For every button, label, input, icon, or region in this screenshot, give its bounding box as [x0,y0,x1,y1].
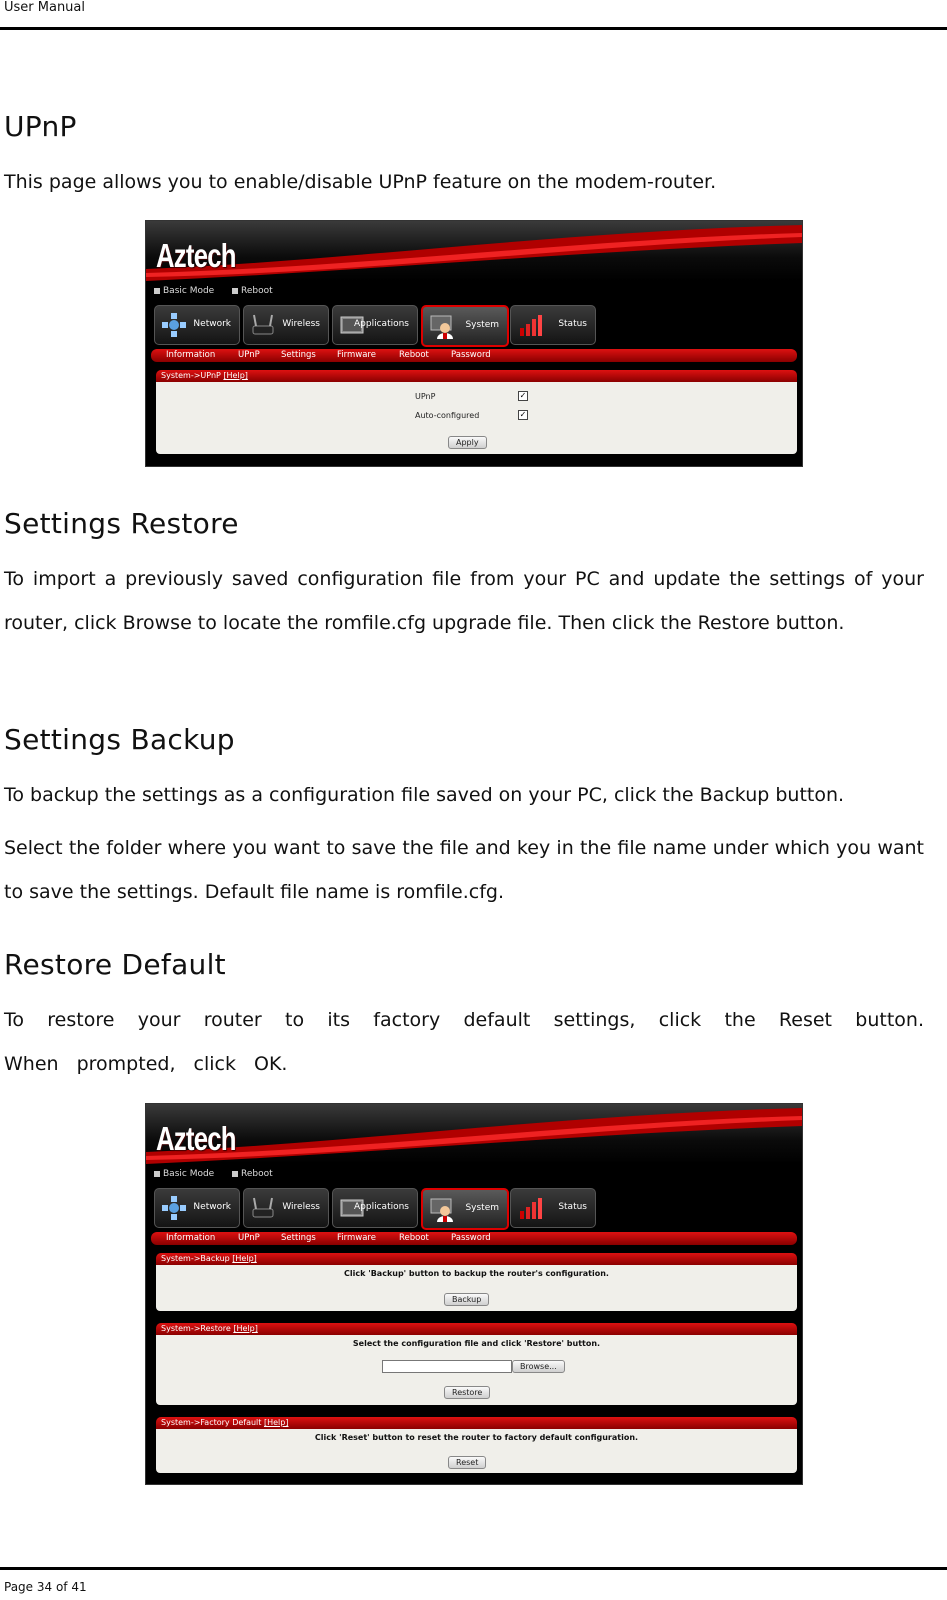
header-title: User Manual [4,0,86,15]
nav-system-button[interactable]: System [421,305,509,347]
factory-default-panel-title: System->Factory Default [Help] [156,1417,797,1429]
banner-swoosh [146,1104,802,1164]
auto-configured-label: Auto-configured [415,411,480,420]
backup-button[interactable]: Backup [444,1293,489,1306]
submenu-settings[interactable]: Settings [281,1233,316,1243]
restore-heading: Settings Restore [4,507,239,540]
upnp-label: UPnP [415,392,436,401]
router-icon [250,312,276,338]
backup-panel [156,1253,797,1311]
basic-mode-link[interactable]: Basic Mode [154,1169,214,1179]
backup-heading: Settings Backup [4,723,235,756]
factory-default-instruction: Click 'Reset' button to reset the router to factory default configuration. [314,1433,639,1442]
nav-network-button[interactable]: Network [154,305,240,345]
backup-text-1: To backup the settings as a configuration file saved on your PC, click the Backup button. [4,784,845,806]
banner [146,221,802,281]
system-user-icon [429,1196,455,1222]
default-heading: Restore Default [4,948,226,981]
submenu-password[interactable]: Password [451,350,491,360]
nav-status-button[interactable]: Status [510,305,596,345]
nav-status-button[interactable]: Status [510,1188,596,1228]
restore-panel [156,1323,797,1405]
nav-system-button[interactable]: System [421,1188,509,1230]
factory-default-panel [156,1417,797,1473]
restore-button[interactable]: Restore [444,1386,490,1399]
config-file-input[interactable] [382,1360,512,1373]
restore-text: To import a previously saved configuration file from your PC and update the settings of your router, click Browse to locate the romfile.cfg upgrade file. Then click the Restore button. [4,568,924,634]
submenu-firmware[interactable]: Firmware [337,1233,376,1243]
upnp-screenshot [145,220,803,467]
submenu-firmware[interactable]: Firmware [337,350,376,360]
help-link[interactable]: [Help] [223,371,248,380]
submenu-reboot[interactable]: Reboot [399,350,429,360]
banner [146,1104,802,1164]
submenu-upnp[interactable]: UPnP [238,1233,260,1243]
reset-button[interactable]: Reset [448,1456,486,1469]
banner-swoosh [146,221,802,281]
upnp-panel [156,370,797,454]
status-chart-icon [517,312,543,338]
help-link[interactable]: [Help] [233,1324,258,1333]
submenu-password[interactable]: Password [451,1233,491,1243]
system-user-icon [429,313,455,339]
network-icon [161,312,187,338]
nav-network-button[interactable]: Network [154,1188,240,1228]
submenu-settings[interactable]: Settings [281,350,316,360]
router-icon [250,1195,276,1221]
nav-wireless-button[interactable]: Wireless [243,1188,329,1228]
submenu-upnp[interactable]: UPnP [238,350,260,360]
nav-applications-button[interactable]: Applications [332,305,418,345]
upnp-text: This page allows you to enable/disable UPnP feature on the modem-router. [4,171,717,193]
backup-panel-title: System->Backup [Help] [156,1253,797,1265]
nav-wireless-button[interactable]: Wireless [243,305,329,345]
backup-restore-screenshot [145,1103,803,1485]
submenu-reboot[interactable]: Reboot [399,1233,429,1243]
help-link[interactable]: [Help] [232,1254,257,1263]
help-link[interactable]: [Help] [263,1418,289,1427]
status-chart-icon [517,1195,543,1221]
default-text: To restore your router to its factory default settings, click the Reset button. When prompted, click OK. [4,1009,924,1075]
browse-button[interactable]: Browse... [512,1360,565,1373]
upnp-heading: UPnP [4,110,77,143]
aztech-logo: Aztech [156,1120,236,1157]
restore-panel-title: System->Restore [Help] [156,1323,797,1335]
system-submenu [151,1232,797,1245]
restore-instruction: Select the configuration file and click 'Restore' button. [352,1339,601,1348]
submenu-information[interactable]: Information [166,350,216,360]
page-number: Page 34 of 41 [4,1580,87,1594]
apply-button[interactable]: Apply [448,436,487,449]
auto-configured-checkbox[interactable]: ✓ [519,410,527,419]
network-icon [161,1195,187,1221]
aztech-logo: Aztech [156,237,236,274]
backup-text-2: Select the folder where you want to save the file and key in the file name under which you want to save the settings. Default file name is romfile.cfg. [4,837,924,903]
system-submenu [151,349,797,362]
nav-applications-button[interactable]: Applications [332,1188,418,1228]
page-header [0,0,947,30]
basic-mode-link[interactable]: Basic Mode [154,286,214,296]
upnp-checkbox[interactable]: ✓ [519,391,527,400]
page-footer [0,1567,947,1594]
submenu-information[interactable]: Information [166,1233,216,1243]
backup-instruction: Click 'Backup' button to backup the router's configuration. [344,1269,609,1278]
upnp-panel-title: System->UPnP [Help] [156,370,797,382]
reboot-link[interactable]: Reboot [232,1169,273,1179]
reboot-link[interactable]: Reboot [232,286,273,296]
